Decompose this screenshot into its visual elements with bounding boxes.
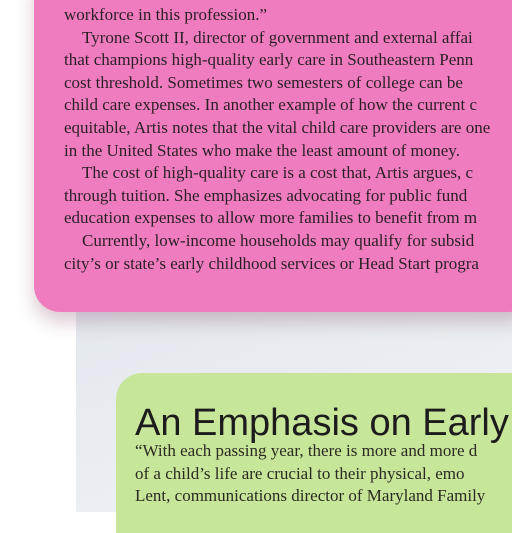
article-card-green <box>116 373 512 533</box>
body-line: Lent, communications director of Maryland Family <box>135 486 486 506</box>
section-body-text <box>135 440 512 508</box>
body-line: through tuition. She emphasizes advocating for public fund <box>64 185 468 205</box>
body-line: Tyrone Scott II, director of government and external affai <box>82 27 473 47</box>
body-line: child care expenses. In another example of how the current c <box>64 95 478 115</box>
body-line: of a child’s life are crucial to their physical, emo <box>135 463 465 483</box>
body-line: “With each passing year, there is more and more d <box>135 441 478 460</box>
body-line: in the United States who make the least amount of money. <box>64 140 460 160</box>
body-line: Currently, low-income households may qualify for subsid <box>82 230 475 250</box>
body-line: workforce in this profession.” <box>64 5 268 24</box>
body-line: The cost of high-quality care is a cost that, Artis argues, c <box>82 163 474 183</box>
body-line: cost threshold. Sometimes two semesters of college can be <box>64 72 463 92</box>
body-line: education expenses to allow more families to benefit from m <box>64 208 478 228</box>
body-line: equitable, Artis notes that the vital child care providers are one <box>64 117 491 137</box>
body-line: city’s or state’s early childhood services or Head Start progra <box>64 253 479 273</box>
body-line: that champions high-quality early care in Southeastern Penn <box>64 50 474 70</box>
article-body-text <box>64 4 512 275</box>
article-card-pink <box>34 0 512 312</box>
section-heading: An Emphasis on Early <box>135 402 509 444</box>
